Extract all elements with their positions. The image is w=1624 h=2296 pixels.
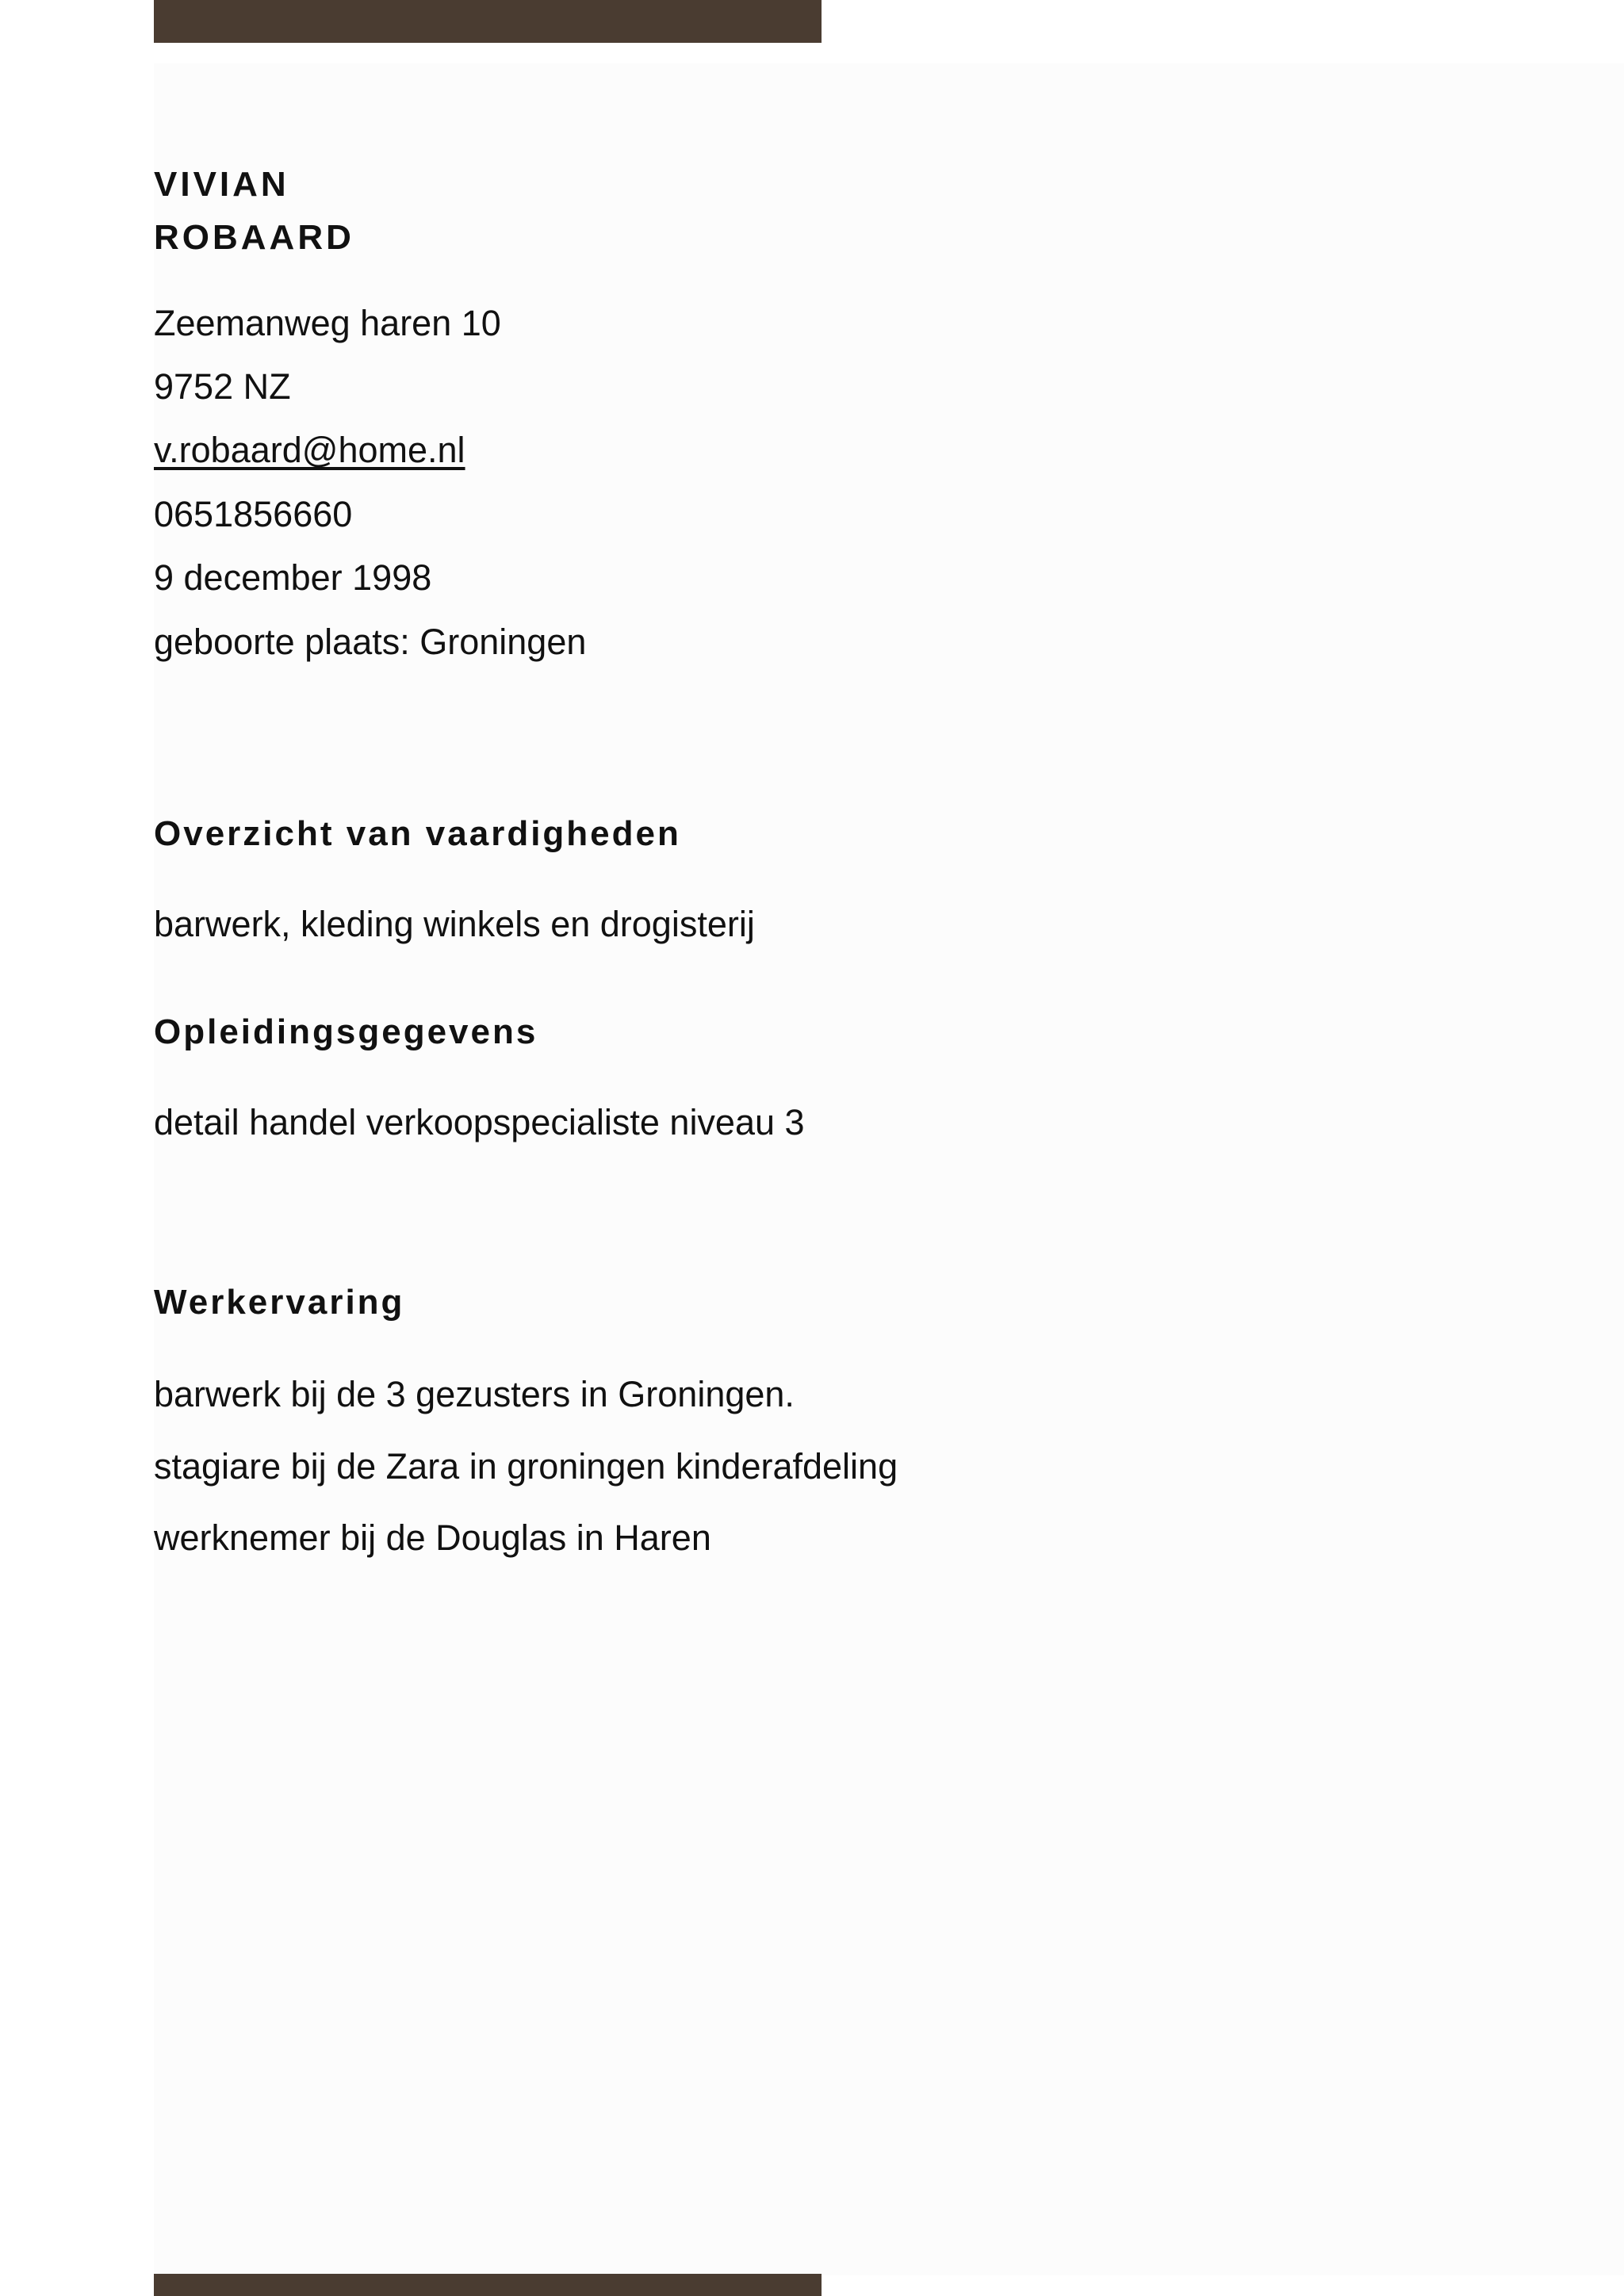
experience-heading: Werkervaring (154, 1283, 405, 1322)
skills-heading: Overzicht van vaardigheden (154, 814, 681, 853)
page-panel (154, 63, 1624, 2275)
phone-number: 0651856660 (154, 494, 353, 534)
last-name: ROBAARD (154, 218, 354, 257)
experience-item: barwerk bij de 3 gezusters in Groningen. (154, 1374, 795, 1414)
bottom-accent-bar (154, 2274, 822, 2296)
experience-item: werknemer bij de Douglas in Haren (154, 1517, 711, 1558)
birth-date: 9 december 1998 (154, 557, 432, 598)
birth-place: geboorte plaats: Groningen (154, 622, 587, 662)
top-accent-bar (154, 0, 822, 43)
address-street: Zeemanweg haren 10 (154, 303, 501, 343)
first-name: VIVIAN (154, 165, 289, 204)
education-text: detail handel verkoopspecialiste niveau 3 (154, 1102, 805, 1142)
education-heading: Opleidingsgegevens (154, 1012, 538, 1051)
email-link[interactable]: v.robaard@home.nl (154, 430, 465, 470)
experience-item: stagiare bij de Zara in groningen kinderafdeling (154, 1446, 898, 1487)
skills-text: barwerk, kleding winkels en drogisterij (154, 904, 755, 944)
address-postal: 9752 NZ (154, 366, 291, 407)
